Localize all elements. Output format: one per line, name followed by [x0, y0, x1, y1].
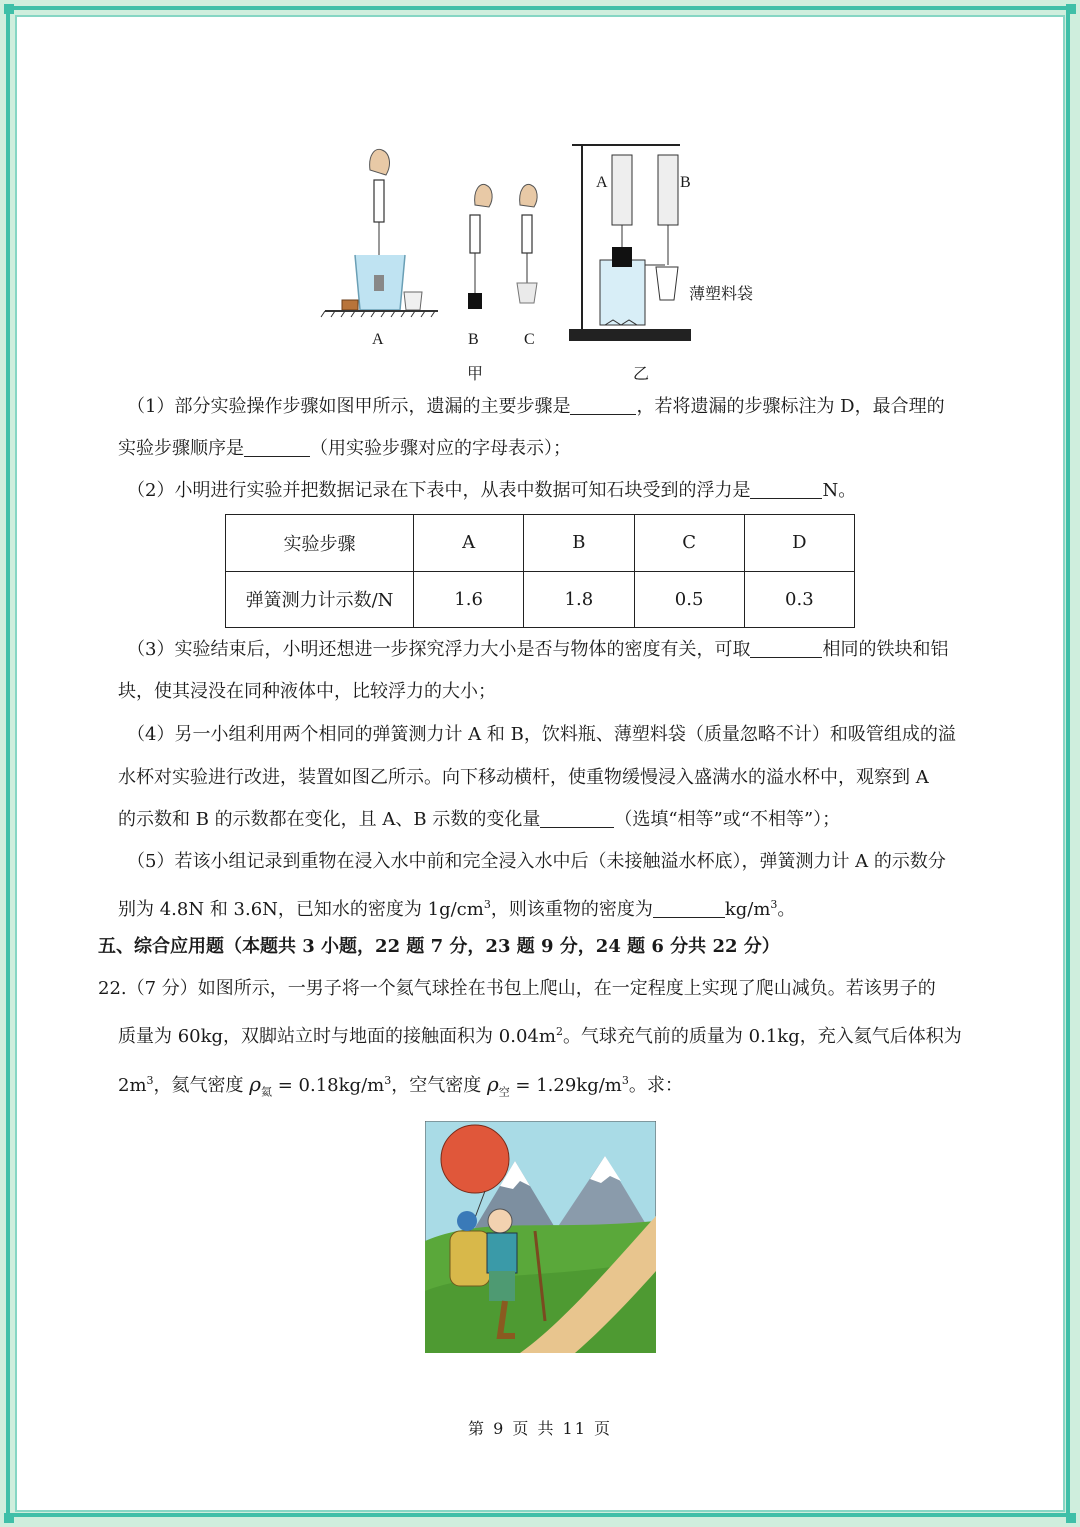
plastic-bag-label: 薄塑料袋 — [689, 284, 754, 303]
data-table — [225, 514, 855, 628]
superscript: 3 — [483, 898, 491, 911]
answer-blank — [540, 805, 614, 828]
plastic-bag — [656, 267, 678, 300]
table-cell: A — [414, 515, 524, 572]
corner-ornament — [1066, 1513, 1076, 1523]
balloon-icon — [441, 1125, 509, 1193]
answer-blank — [750, 635, 822, 658]
overflow-cup — [600, 260, 645, 325]
table-cell: 0.5 — [634, 571, 744, 628]
table-cell: 1.8 — [524, 571, 634, 628]
q5-line1: （5）若该小组记录到重物在浸入水中前和完全浸入水中后（未接触溢水杯底），弹簧测力计 A 的示数分 — [127, 851, 946, 872]
answer-blank — [653, 895, 725, 918]
q22-line3 — [118, 1060, 988, 1114]
superscript: 3 — [770, 898, 778, 911]
hand-icon — [370, 149, 537, 207]
figure-caption-yi: 乙 — [633, 366, 650, 383]
corner-ornament — [4, 1513, 14, 1523]
table-row — [226, 515, 855, 572]
q22-text: 。求： — [628, 1075, 683, 1096]
section-heading: 五、综合应用题（本题共 3 小题，22 题 7 分，23 题 9 分，24 题 6 分共 22 分） — [98, 936, 780, 957]
q5-text: kg/m — [724, 899, 771, 920]
corner-ornament — [1066, 4, 1076, 14]
spring-scale — [522, 215, 532, 253]
figure-label-a: A — [372, 331, 384, 348]
table-cell: 弹簧测力计示数/N — [226, 571, 414, 628]
table-row — [226, 571, 855, 628]
spring-scale — [374, 180, 384, 222]
table-cell: B — [524, 515, 634, 572]
figure-label-c: C — [524, 331, 535, 348]
q1-text: （1）部分实验操作步骤如图甲所示，遗漏的主要步骤是 — [127, 396, 571, 417]
q4-text: 的示数和 B 的示数都在变化，且 A、B 示数的变化量 — [118, 809, 541, 830]
q4-line1: （4）另一小组利用两个相同的弹簧测力计 A 和 B，饮料瓶、薄塑料袋（质量忽略不计）和吸管组成的溢 — [127, 724, 956, 745]
experiment-figure — [320, 135, 740, 350]
corner-ornament — [4, 4, 14, 14]
table-cell: 0.3 — [744, 571, 854, 628]
q22-text: ，空气密度 — [391, 1075, 487, 1096]
q3-line1 — [127, 629, 997, 671]
q3-text: （3）实验结束后，小明还想进一步探究浮力大小是否与物体的密度有关，可取 — [127, 639, 751, 660]
stone-block — [468, 293, 482, 309]
q5-line2 — [118, 884, 988, 931]
q22-line2 — [118, 1011, 988, 1058]
q22-text: 2m — [118, 1075, 147, 1096]
hiker-illustration — [425, 1121, 656, 1353]
answer-blank — [750, 476, 822, 499]
q4-line3 — [118, 799, 988, 841]
table-cell: 实验步骤 — [226, 515, 414, 572]
q2-text: N。 — [822, 480, 857, 501]
figure-caption-jia: 甲 — [467, 366, 484, 383]
superscript: 2 — [555, 1025, 563, 1038]
q2-text: （2）小明进行实验并把数据记录在下表中，从表中数据可知石块受到的浮力是 — [127, 480, 751, 501]
spring-scale-b — [658, 155, 678, 225]
q1-text: （用实验步骤对应的字母表示）； — [310, 438, 571, 459]
spring-scale — [470, 215, 480, 253]
stone-block — [374, 275, 384, 291]
q3-line2: 块，使其浸没在同种液体中，比较浮力的大小； — [118, 681, 496, 702]
q22-line1: 22.（7 分）如图所示，一男子将一个氦气球拴在书包上爬山，在一定程度上实现了爬山减负。若该男子的 — [98, 978, 936, 999]
q22-text: = 1.29kg/m — [509, 1075, 622, 1096]
superscript: 3 — [146, 1074, 154, 1087]
q1-text: ，若将遗漏的步骤标注为 D，最合理的 — [636, 396, 945, 417]
q1-line1 — [127, 386, 997, 428]
q3-text: 相同的铁块和铝 — [822, 639, 949, 660]
table-cell: C — [634, 515, 744, 572]
page-footer: 第 9 页 共 11 页 — [468, 1419, 612, 1438]
q22-text: ，氦气密度 — [153, 1075, 250, 1096]
figure-label-b: B — [468, 331, 479, 348]
q5-text: 别为 4.8N 和 3.6N，已知水的密度为 1g/cm — [118, 899, 484, 920]
small-cup — [404, 292, 422, 310]
answer-blank — [244, 434, 310, 457]
rho-symbol: ρ — [249, 1072, 262, 1096]
table-cell: D — [744, 515, 854, 572]
q5-text: 。 — [777, 899, 796, 920]
superscript: 3 — [621, 1074, 629, 1087]
table-cell: 1.6 — [414, 571, 524, 628]
spring-b-label: B — [680, 174, 691, 191]
superscript: 3 — [384, 1074, 392, 1087]
q4-text: （选填“相等”或“不相等”）； — [614, 809, 841, 830]
hiker-head — [488, 1209, 512, 1233]
spring-a-label: A — [596, 174, 608, 191]
heavy-object — [612, 247, 632, 267]
wood-block — [342, 300, 358, 310]
q2-line — [127, 470, 997, 512]
backpack-icon — [450, 1231, 490, 1286]
q1-line2 — [118, 428, 988, 470]
subscript: 氦 — [261, 1085, 273, 1099]
rho-symbol: ρ — [486, 1072, 499, 1096]
answer-blank — [570, 392, 636, 415]
q22-text: = 0.18kg/m — [272, 1075, 385, 1096]
q5-text: ，则该重物的密度为 — [490, 899, 653, 920]
q1-text: 实验步骤顺序是 — [118, 438, 244, 459]
q22-text: 质量为 60kg，双脚站立时与地面的接触面积为 0.04m — [118, 1026, 556, 1047]
small-cup — [517, 283, 537, 303]
subscript: 空 — [498, 1085, 510, 1099]
spring-scale-a — [612, 155, 632, 225]
q22-text: 。气球充气前的质量为 0.1kg，充入氦气后体积为 — [562, 1026, 962, 1047]
q4-line2: 水杯对实验进行改进，装置如图乙所示。向下移动横杆，使重物缓慢浸入盛满水的溢水杯中，观察到 A — [118, 767, 929, 788]
